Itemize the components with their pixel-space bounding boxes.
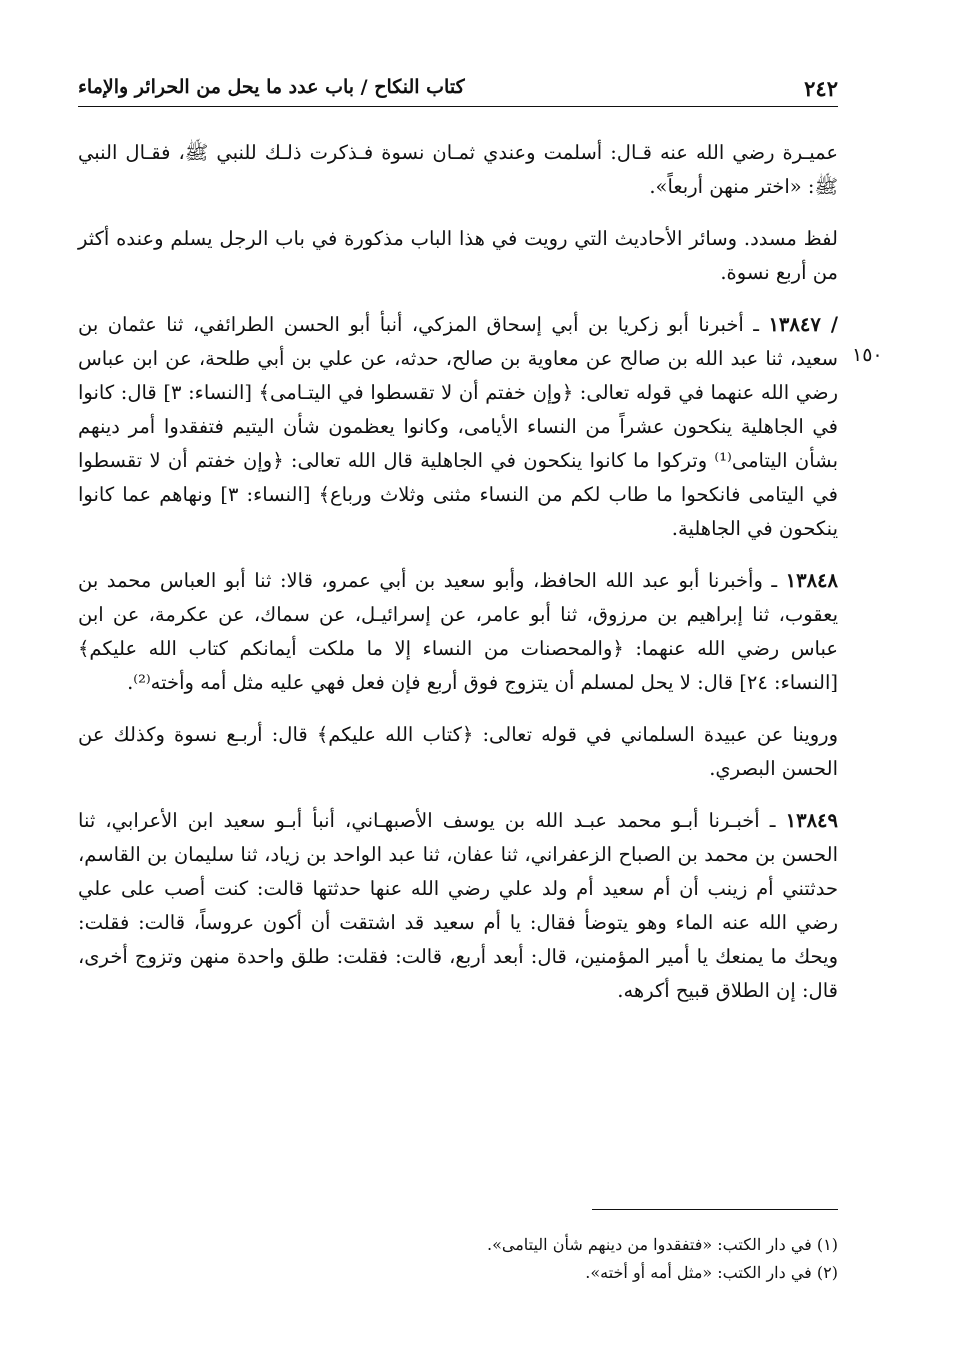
hadith-number: ١٣٨٤٩: [785, 809, 838, 832]
paragraph-narration: [78, 718, 838, 786]
hadith-13847: [78, 308, 838, 546]
running-header: [78, 72, 838, 108]
hadith-13849: [78, 804, 838, 1008]
paragraph-text: عميـرة رضي الله عنه قـال: أسلمت وعندي ثمـان نسوة فـذكرت ذلـك للنبي ﷺ، فقـال النبي ﷺ: «اختر منهن أربعاً».: [78, 141, 838, 198]
paragraph-note: [78, 222, 838, 290]
main-text: [78, 136, 838, 1026]
footnote-1: (١) في دار الكتب: «فتفقدوا من دينهم شأن اليتامى».: [486, 1235, 838, 1254]
hadith-13848: [78, 564, 838, 700]
footnote-2: (٢) في دار الكتب: «مثل أمه أو أخته».: [585, 1263, 838, 1282]
paragraph-text: ـ أخبرنا أبو زكريا بن أبي إسحاق المزكي، أنبأ أبو الحسن الطرائفي، ثنا عثمان بن سعيد، ثنا عبد الله بن صالح عن معاوية بن صالح، حدثه، عن علي بن أبي طلحة، عن ابن عباس رضي الله عنهما في قوله تعالى: ﴿وإن خفتم أن لا تقسطوا في اليتـامى﴾ [النساء: ٣] قال: كانوا في الجاهلية ينكحون عشراً من النساء الأيامى، وكانوا يعظمون شأن اليتيم فتفقدوا أمر دينهم بشأن اليتامى⁽¹⁾ وتركوا ما كانوا ينكحون في الجاهلية قال الله تعالى: ﴿وإن خفتم أن لا تقسطوا في اليتامى فانكحوا ما طاب لكم من النساء مثنى وثلاث ورباع﴾ [النساء: ٣] ونهاهم عما كانوا ينكحون في الجاهلية.: [78, 313, 838, 540]
paragraph-text: لفظ مسدد. وسائر الأحاديث التي رويت في هذا الباب مذكورة في باب الرجل يسلم وعنده أكثر من أربع نسوة.: [78, 227, 838, 284]
hadith-number: / ١٣٨٤٧: [768, 313, 838, 336]
footnote-separator: [592, 1209, 838, 1210]
hadith-number: ١٣٨٤٨: [785, 569, 838, 592]
header-rule: [78, 106, 838, 107]
page-number: ٢٤٢: [804, 76, 838, 101]
header-title: كتاب النكاح / باب عدد ما يحل من الحرائر والإماء: [78, 76, 465, 98]
paragraph-continuation: [78, 136, 838, 204]
paragraph-text: ـ أخبـرنا أبـو محمد عبـد الله بن يوسف الأصبهـاني، أنبأ أبـو سعيد ابن الأعرابي، ثنا الحسن بن محمد بن الصباح الزعفراني، ثنا عفان، ثنا عبد الواحد بن زياد، ثنا سليمان بن القاسم، حدثتني أم زينب أن أم سعيد أم ولد علي رضي الله عنها حدثتها قالت: كنت أصب على علي رضي الله عنه الماء وهو يتوضأ فقال: يا أم سعيد قد اشتقت أن أكون عروساً، قالت: فقلت: ويحك ما يمنعك يا أمير المؤمنين، قال: أبعد أربع، قالت: فقلت: طلق واحدة منهن وتزوج أخرى، قال: إن الطلاق قبيح أكرهه.: [78, 809, 838, 1002]
paragraph-text: ـ وأخبرنا أبو عبد الله الحافظ، وأبو سعيد بن أبي عمرو، قالا: ثنا أبو العباس محمد بن يعقوب، ثنا إبراهيم بن مرزوق، ثنا أبو عامر، عن إسرائيـل، عن سماك، عن عكرمة، عن ابن عباس رضي الله عنهما: ﴿والمحصنات من النساء إلا ما ملكت أيمانكم كتاب الله عليكم﴾ [النساء: ٢٤] قال: لا يحل لمسلم أن يتزوج فوق أربع فإن فعل فهي عليه مثل أمه وأخته⁽²⁾.: [78, 569, 838, 694]
paragraph-text: وروينا عن عبيدة السلماني في قوله تعالى: ﴿كتاب الله عليكم﴾ قال: أربـع نسوة وكذلك عن الحسن البصري.: [78, 723, 838, 780]
footnotes: [78, 1231, 838, 1287]
margin-folio-number: ١٥٠: [852, 344, 883, 366]
